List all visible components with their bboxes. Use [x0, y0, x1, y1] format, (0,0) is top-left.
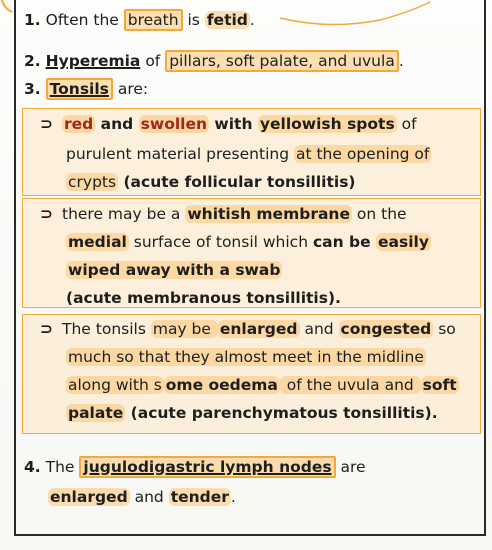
bullet-3-line-2: much so that they almost meet in the midline: [68, 348, 424, 366]
highlight-fetid: fetid: [206, 11, 248, 29]
bullet-3-line-4: palate (acute parenchymatous tonsillitis).: [68, 404, 438, 422]
item-2: 2. Hyperemia of pillars, soft palate, and uvula .: [24, 52, 404, 70]
highlight-pillars: pillars, soft palate, and uvula: [165, 50, 399, 72]
bullet-3-line-3: along with s ome oedema of the uvula and soft: [68, 376, 457, 394]
highlight-lymph-nodes: jugulodigastric lymph nodes: [79, 456, 335, 478]
bullet-2-line-1: ⊃ there may be a whitish membrane on the: [40, 205, 407, 223]
highlight-breath: breath: [124, 9, 183, 31]
left-border: [14, 0, 16, 536]
item-4-line-1: 4. The jugulodigastric lymph nodes are: [24, 458, 366, 476]
bullet-2-line-4: (acute membranous tonsillitis).: [66, 289, 341, 307]
bullet-1-line-2: purulent material presenting at the opening of: [66, 145, 430, 163]
pen-annotation-stroke: [260, 0, 460, 30]
bullet-2-line-3: wiped away with a swab: [68, 261, 281, 279]
bullet-icon: ⊃: [40, 115, 53, 133]
bottom-border: [14, 534, 486, 536]
bullet-icon: ⊃: [40, 320, 53, 338]
bullet-3-line-1: ⊃ The tonsils may be enlarged and congested so: [40, 320, 456, 338]
right-border: [484, 0, 486, 536]
bullet-2-line-2: medial surface of tonsil which can be easily: [68, 233, 429, 251]
bullet-icon: ⊃: [40, 205, 53, 223]
highlight-tonsils: Tonsils: [46, 78, 113, 100]
corner-mark: [0, 0, 20, 14]
bullet-1-line-1: ⊃ red and swollen with yellowish spots of: [40, 115, 417, 133]
item-1: 1. Often the breath is fetid .: [24, 11, 255, 29]
bullet-1-line-3: crypts (acute follicular tonsillitis): [68, 173, 356, 191]
item-3: 3. Tonsils are:: [24, 80, 149, 98]
item-4-line-2: enlarged and tender .: [50, 488, 236, 506]
